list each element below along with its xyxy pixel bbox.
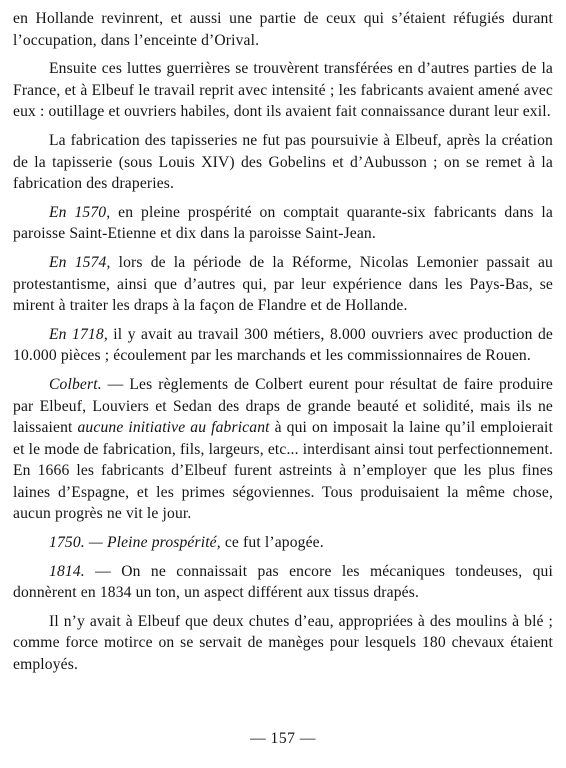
page-body [13, 8, 553, 676]
paragraph-1814 [13, 561, 553, 604]
paragraph-transfer [13, 58, 553, 123]
date-lead: 1750. — [49, 534, 107, 552]
paragraph-1750 [13, 532, 553, 554]
date-lead: En 1570, [49, 203, 111, 221]
paragraph-text: Il n’y avait à Elbeuf que deux chutes d’eau, appropriées à des moulins à blé ; comme force motirce on se servait de manèges pour lesquels 180 chevaux étaient employés. [13, 612, 553, 674]
paragraph-text: — Les règlements de Colbert eurent pour résultat de faire produire par Elbeuf, Louviers et Sedan des draps de grande beauté et solidité, mais ils ne laissaient [13, 375, 553, 437]
emphasis-text: aucune initiative au fabricant [77, 419, 270, 437]
paragraph-text: ce fut l’apogée. [220, 534, 324, 552]
paragraph-text: lors de la période de la Réforme, Nicolas Lemonier passait au protestantisme, ainsi que d’autres qui, par leur expérience dans les Pays-Bas, se mirent à traiter les draps à la façon de Flandre et de Hollande. [13, 253, 554, 315]
paragraph-water [13, 611, 553, 676]
paragraph-tapestry [13, 130, 553, 195]
paragraph-holland [13, 8, 553, 51]
page-number: — 157 — [250, 730, 316, 747]
date-lead: En 1574, [49, 253, 111, 271]
paragraph-text: en pleine prospérité on comptait quarante-six fabricants dans la paroisse Saint-Etienne et dix dans la paroisse Saint-Jean. [13, 203, 553, 243]
paragraph-colbert [13, 374, 553, 525]
paragraph-text: La fabrication des tapisseries ne fut pas poursuivie à Elbeuf, après la création de la tapisserie (sous Louis XIV) des Gobelins et d’Aubusson ; on se remet à la fabrication des draperies. [13, 131, 553, 193]
topic-lead: Pleine prospérité, [106, 534, 221, 552]
paragraph-text: Ensuite ces luttes guerrières se trouvèrent transférées en d’autres parties de la France, et à Elbeuf le travail reprit avec intensité ; les fabricants avaient amené avec eux : outillage et ouvriers habiles, dont ils avaient fait connaissance durant leur exil. [13, 60, 553, 121]
paragraph-text: à qui on imposait la laine qu’il emploierait et le mode de fabrication, fils, largeurs, etc... interdisant ainsi tout perfectionnement. En 1666 les fabricants d’Elbeuf furent astreints à n’employer que les plus fines laines d’Espagne, et les primes ségoviennes. Tous produisaient la même chose, aucun progrès ne vit le jour. [13, 419, 553, 523]
paragraph-1574 [13, 252, 553, 317]
paragraph-1718 [13, 324, 553, 367]
paragraph-text: en Hollande revinrent, et aussi une partie de ceux qui s’étaient réfugiés durant l’occupation, dans l’enceinte d’Orival. [13, 10, 553, 49]
paragraph-text: — On ne connaissait pas encore les mécaniques tondeuses, qui donnèrent en 1834 un ton, un aspect différent aux tissus drapés. [13, 562, 553, 602]
paragraph-1570 [13, 202, 553, 245]
date-lead: 1814. [49, 562, 85, 580]
date-lead: En 1718, [49, 325, 108, 343]
topic-lead: Colbert. [49, 375, 102, 393]
paragraph-text: il y avait au travail 300 métiers, 8.000 ouvriers avec production de 10.000 pièces ; écoulement par les marchands et les commissionnaires de Rouen. [13, 325, 554, 365]
